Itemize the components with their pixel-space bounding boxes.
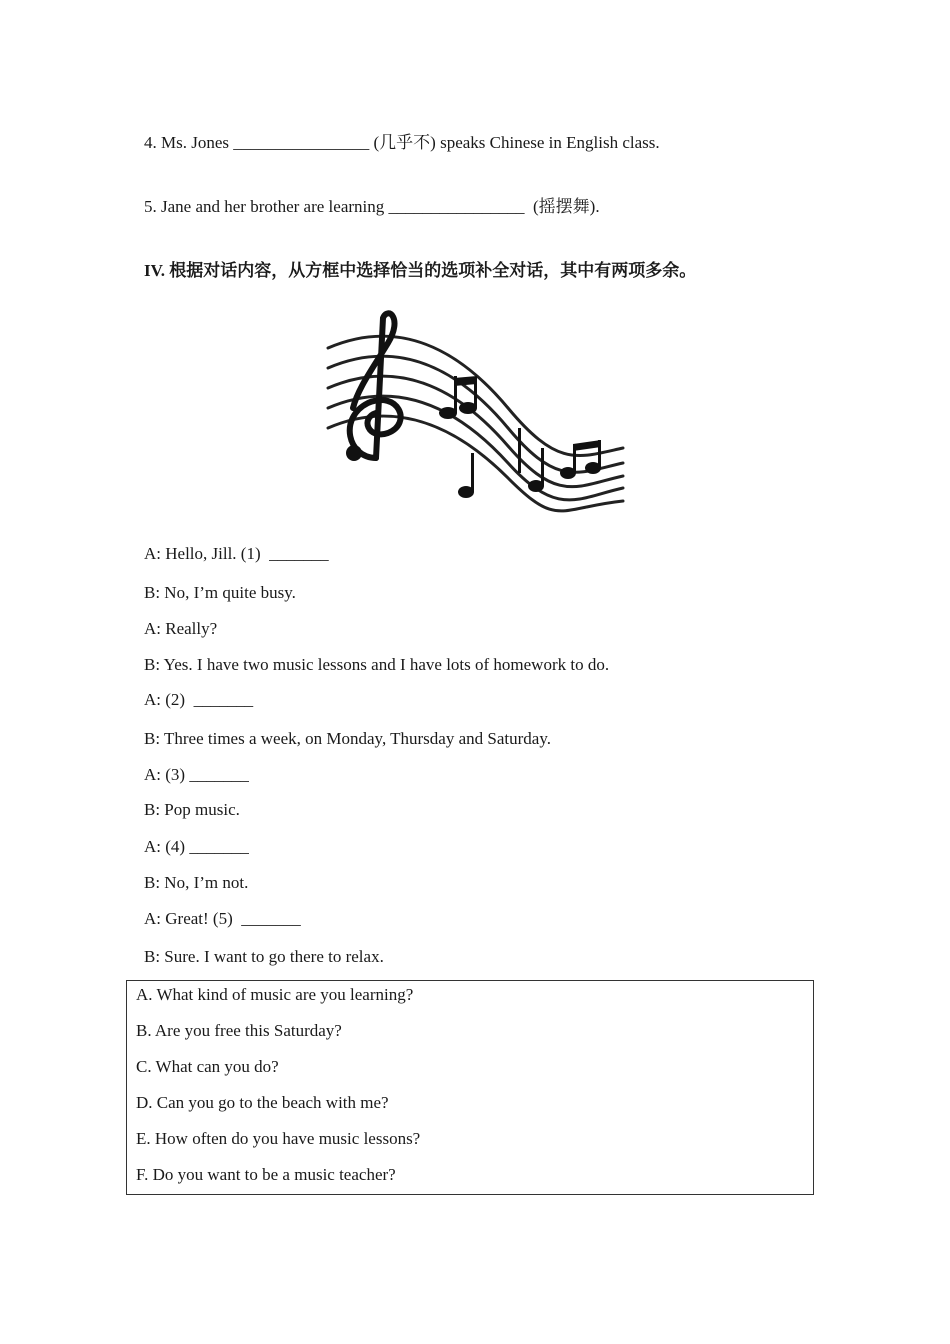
- dialogue-line-8: B: Pop music.: [144, 800, 240, 819]
- dialogue-line-11: A: Great! (5) _______: [144, 909, 301, 928]
- dialogue-line-5: A: (2) _______: [144, 690, 254, 709]
- options-box: [126, 980, 814, 1195]
- dialogue-line-3: A: Really?: [144, 619, 218, 638]
- music-notes-illustration: [318, 308, 630, 524]
- section-heading: IV. 根据对话内容，从方框中选择恰当的选项补全对话，其中有两项多余。: [144, 261, 697, 280]
- dialogue-line-10: B: No, I’m not.: [144, 873, 249, 892]
- option-c: C. What can you do?: [136, 1057, 279, 1076]
- dialogue-line-2: B: No, I’m quite busy.: [144, 583, 296, 602]
- question-4: 4. Ms. Jones ________________ (几乎不) speaks Chinese in English class.: [144, 133, 660, 152]
- dialogue-line-7: A: (3) _______: [144, 765, 249, 784]
- dialogue-line-9: A: (4) _______: [144, 837, 249, 856]
- dialogue-line-1: A: Hello, Jill. (1) _______: [144, 544, 329, 563]
- option-e: E. How often do you have music lessons?: [136, 1129, 421, 1148]
- dialogue-line-6: B: Three times a week, on Monday, Thursday and Saturday.: [144, 729, 551, 748]
- question-5: 5. Jane and her brother are learning ________________ (摇摆舞).: [144, 197, 600, 216]
- dialogue-line-4: B: Yes. I have two music lessons and I have lots of homework to do.: [144, 655, 610, 674]
- option-a: A. What kind of music are you learning?: [136, 985, 414, 1004]
- option-f: F. Do you want to be a music teacher?: [136, 1165, 396, 1184]
- dialogue-line-12: B: Sure. I want to go there to relax.: [144, 947, 384, 966]
- option-d: D. Can you go to the beach with me?: [136, 1093, 389, 1112]
- option-b: B. Are you free this Saturday?: [136, 1021, 342, 1040]
